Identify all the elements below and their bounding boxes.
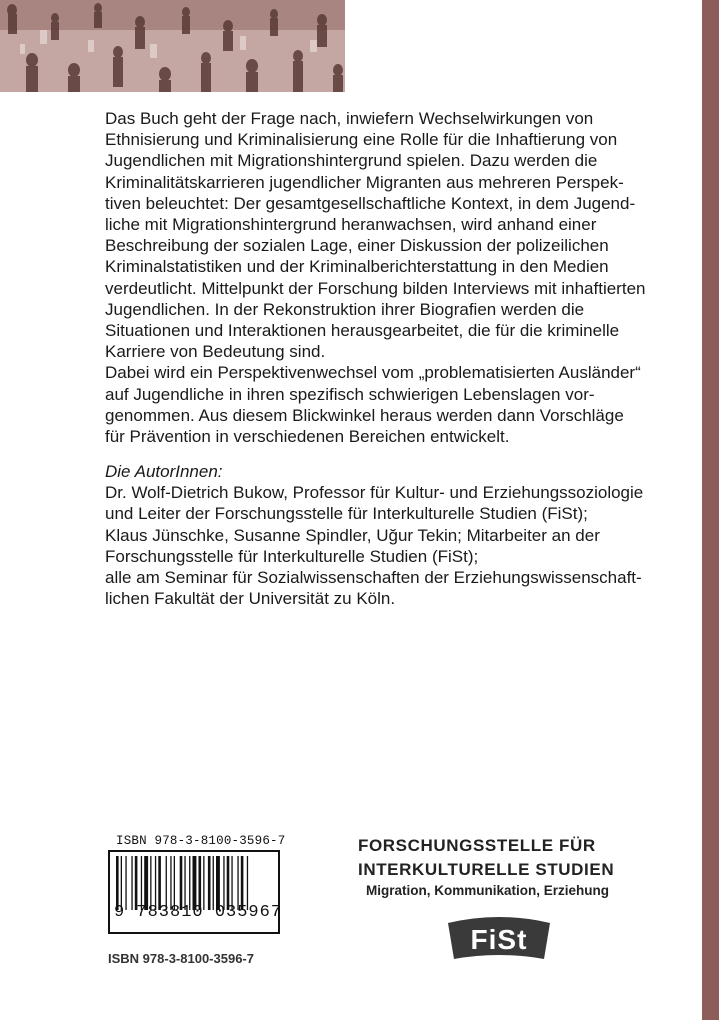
barcode-bar xyxy=(150,856,151,910)
blurb-line: Kriminalstatistiken und der Kriminalberichterstattung in den Medien xyxy=(105,257,609,277)
barcode-bar xyxy=(125,856,126,910)
barcode-bar xyxy=(170,856,171,910)
crowd-photo-graphic xyxy=(0,0,345,92)
blurb-line: Dabei wird ein Perspektivenwechsel vom „problematisierten Ausländer“ xyxy=(105,363,641,383)
blurb-line: Jugendlichen. In der Rekonstruktion ihrer Biografien werden die xyxy=(105,299,585,319)
blurb-line: tiven beleuchtet: Der gesamtgesellschaftliche Kontext, in dem Jugend- xyxy=(105,193,636,213)
blurb-line: Situationen und Interaktionen herausgearbeitet, die für die kriminelle xyxy=(105,321,620,341)
barcode-bar xyxy=(135,856,138,910)
fist-logo-text: FiSt xyxy=(470,924,528,955)
blurb-line: Jugendlichen mit Migrationshintergrund spielen. Dazu werden die xyxy=(105,151,598,171)
blurb-line: Beschreibung der sozialen Lage, einer Diskussion der polizeilichen xyxy=(105,236,609,256)
barcode-bar xyxy=(237,856,238,910)
barcode-bar xyxy=(180,856,183,910)
barcode-bar xyxy=(189,856,190,910)
blurb-line: Kriminalitätskarrieren jugendlicher Migranten aus mehreren Perspek- xyxy=(105,172,624,192)
barcode-bar xyxy=(199,856,202,910)
isbn-bottom-label: ISBN 978-3-8100-3596-7 xyxy=(108,951,254,966)
blurb-line: genommen. Aus diesem Blickwinkel heraus werden dann Vorschläge xyxy=(105,405,624,425)
cover-photo-crowd xyxy=(0,0,345,92)
barcode-bar xyxy=(158,856,161,910)
barcode-bar xyxy=(193,856,197,910)
authors-line: Klaus Jünschke, Susanne Spindler, Uğur Tekin; Mitarbeiter an der xyxy=(105,525,600,545)
blurb-line: liche mit Migrationshintergrund heranwachsen, wird anhand einer xyxy=(105,215,597,235)
book-spine-strip xyxy=(702,0,719,1020)
barcode-bar xyxy=(131,856,132,910)
blurb-line: verdeutlicht. Mittelpunkt der Forschung bilden Interviews mit inhaftierten xyxy=(105,278,646,298)
authors-line: Forschungsstelle für Interkulturelle Studien (FiSt); xyxy=(105,546,479,566)
barcode-bar xyxy=(231,856,232,910)
publisher-subtitle: Migration, Kommunikation, Erziehung xyxy=(366,883,609,898)
barcode-bar xyxy=(174,856,175,910)
barcode-bar xyxy=(241,856,244,910)
fist-logo-icon xyxy=(444,913,554,965)
isbn-top-label: ISBN 978-3-8100-3596-7 xyxy=(116,834,286,848)
barcode-bar xyxy=(141,856,142,910)
authors-section xyxy=(105,461,675,609)
authors-line: Dr. Wolf-Dietrich Bukow, Professor für Kultur- und Erziehungssoziologie xyxy=(105,483,644,503)
authors-line: und Leiter der Forschungsstelle für Interkulturelle Studien (FiSt); xyxy=(105,504,588,524)
barcode-bar xyxy=(223,856,224,910)
barcode-bar xyxy=(121,856,122,910)
barcode-bar xyxy=(203,856,204,910)
blurb-line: auf Jugendliche in ihren spezifisch schwierigen Lebenslagen vor- xyxy=(105,384,595,404)
barcode-bar xyxy=(216,856,220,910)
barcode-bar xyxy=(155,856,156,910)
authors-line: lichen Fakultät der Universität zu Köln. xyxy=(105,589,396,609)
authors-heading: Die AutorInnen: xyxy=(105,462,223,481)
barcode-bar xyxy=(213,856,214,910)
blurb-line: Ethnisierung und Kriminalisierung eine Rolle für die Inhaftierung von xyxy=(105,130,618,150)
blurb-line: für Prävention in verschiedenen Bereichen entwickelt. xyxy=(105,427,510,447)
barcode-bar xyxy=(227,856,230,910)
barcode-block xyxy=(108,834,298,940)
publisher-title-line: FORSCHUNGSSTELLE FÜR xyxy=(358,836,596,855)
authors-line: alle am Seminar für Sozialwissenschaften der Erziehungswissenschaft- xyxy=(105,568,642,588)
blurb-text xyxy=(105,108,665,447)
barcode-bars xyxy=(114,856,274,910)
barcode-digits: 9 783810 035967 xyxy=(114,903,283,922)
barcode-bar xyxy=(184,856,185,910)
barcode-bar xyxy=(208,856,211,910)
barcode-bar xyxy=(116,856,119,910)
publisher-title xyxy=(358,834,658,882)
barcode-bar xyxy=(166,856,167,910)
barcode-bar xyxy=(247,856,248,910)
publisher-title-line: INTERKULTURELLE STUDIEN xyxy=(358,860,615,879)
blurb-line: Das Buch geht der Frage nach, inwiefern Wechselwirkungen von xyxy=(105,109,594,128)
blurb-line: Karriere von Bedeutung sind. xyxy=(105,342,326,362)
barcode-bar xyxy=(144,856,148,910)
